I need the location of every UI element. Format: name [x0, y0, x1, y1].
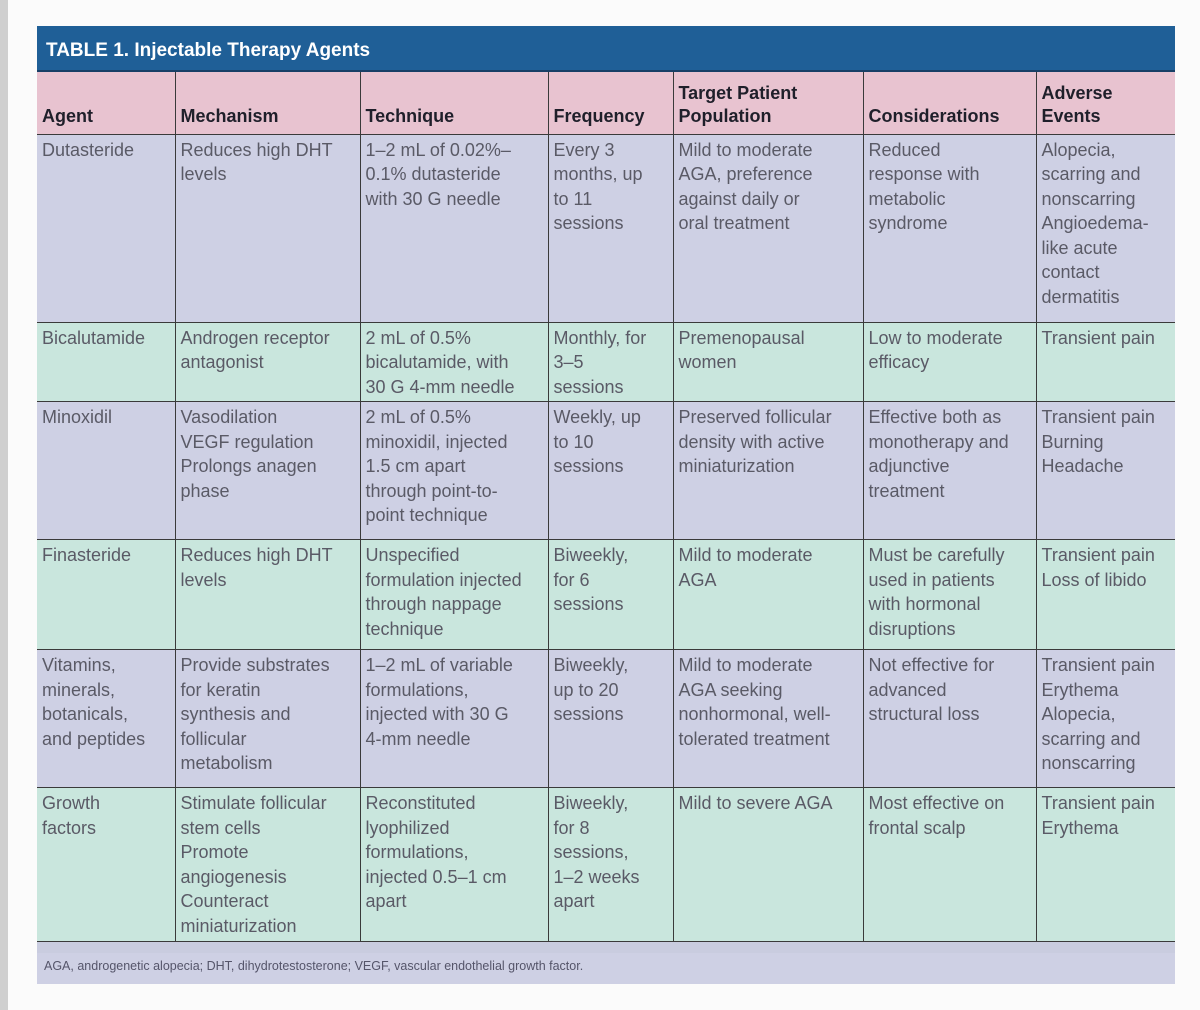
- cell-line: sessions: [553, 704, 624, 724]
- cell-line: Promote: [180, 842, 249, 862]
- cell-line: levels: [180, 569, 227, 590]
- cell-line: antagonist: [180, 352, 264, 372]
- cell-line: scarring and: [1041, 728, 1141, 749]
- cell-line: 30 G 4-mm needle: [365, 376, 515, 397]
- cell-considerations: [863, 788, 1036, 942]
- therapy-table: [37, 72, 1175, 942]
- cell-technique: [360, 402, 548, 540]
- cell-line: with 30 G needle: [365, 188, 501, 209]
- cell-considerations: [863, 322, 1036, 402]
- cell-line: Effective both as: [868, 407, 1002, 427]
- cell-technique: [360, 322, 548, 402]
- cell-line: Transient pain: [1041, 545, 1155, 565]
- cell-considerations: [863, 402, 1036, 540]
- cell-line: used in patients: [868, 569, 995, 590]
- cell-adverse-events: [1036, 788, 1175, 942]
- cell-line: 1–2 mL of 0.02%–: [365, 139, 511, 160]
- cell-line: for 6: [553, 569, 590, 590]
- cell-agent: [37, 402, 175, 540]
- cell-mechanism: [175, 788, 360, 942]
- cell-adverse-events: [1036, 650, 1175, 788]
- cell-target-population: [673, 322, 863, 402]
- table-title: TABLE 1. Injectable Therapy Agents: [37, 26, 1175, 72]
- cell-line: Low to moderate: [868, 327, 1003, 348]
- cell-line: oral treatment: [678, 213, 790, 233]
- cell-line: Growth: [42, 793, 101, 813]
- cell-mechanism: [175, 402, 360, 540]
- cell-line: for keratin: [180, 679, 261, 700]
- cell-line: Biweekly,: [553, 545, 629, 565]
- header-line: Target Patient: [678, 82, 798, 103]
- table-figure: [37, 26, 1175, 984]
- cell-line: AGA: [678, 569, 717, 590]
- cell-line: synthesis and: [180, 704, 291, 724]
- table-row: [37, 134, 1175, 322]
- cell-line: miniaturization: [678, 456, 795, 476]
- cell-line: formulations,: [365, 679, 469, 700]
- cell-technique: [360, 540, 548, 650]
- cell-technique: [360, 650, 548, 788]
- cell-line: to 11: [553, 188, 593, 209]
- cell-technique: [360, 788, 548, 942]
- cell-line: AGA seeking: [678, 679, 783, 700]
- cell-target-population: [673, 650, 863, 788]
- cell-line: 1.5 cm apart: [365, 456, 466, 476]
- cell-line: metabolic: [868, 188, 946, 209]
- cell-line: sessions,: [553, 842, 629, 862]
- cell-line: sessions: [553, 456, 624, 476]
- cell-line: Alopecia,: [1041, 139, 1116, 160]
- cell-line: Prolongs anagen: [180, 456, 317, 476]
- header-considerations: [863, 72, 1036, 134]
- cell-agent: [37, 788, 175, 942]
- cell-line: 4-mm needle: [365, 728, 471, 749]
- cell-target-population: [673, 402, 863, 540]
- cell-agent: [37, 322, 175, 402]
- table-row: [37, 788, 1175, 942]
- cell-agent: [37, 134, 175, 322]
- cell-line: factors: [42, 817, 97, 838]
- header-line: Frequency: [553, 105, 645, 126]
- header-line: Events: [1041, 105, 1101, 126]
- header-frequency: [548, 72, 673, 134]
- table-footnote: AGA, androgenetic alopecia; DHT, dihydrotestosterone; VEGF, vascular endothelial growth factor.: [37, 953, 1175, 984]
- cell-line: VEGF regulation: [180, 431, 314, 452]
- cell-line: injected with 30 G: [365, 704, 509, 724]
- cell-line: to 10: [553, 431, 594, 452]
- table-row: [37, 540, 1175, 650]
- cell-line: Counteract: [180, 891, 269, 911]
- cell-line: Dutasteride: [42, 139, 135, 160]
- cell-line: disruptions: [868, 618, 956, 639]
- cell-line: minerals,: [42, 679, 116, 700]
- cell-line: efficacy: [868, 352, 930, 372]
- cell-line: women: [678, 352, 737, 372]
- cell-line: Bicalutamide: [42, 327, 146, 348]
- cell-line: treatment: [868, 480, 945, 501]
- cell-line: AGA, preference: [678, 164, 813, 184]
- cell-line: response with: [868, 164, 980, 184]
- cell-line: and peptides: [42, 728, 146, 749]
- header-line: Technique: [365, 105, 455, 126]
- cell-line: Minoxidil: [42, 407, 113, 427]
- cell-line: sessions: [553, 213, 624, 233]
- cell-line: Not effective for: [868, 655, 995, 675]
- cell-line: 1–2 mL of variable: [365, 655, 513, 675]
- cell-line: dermatitis: [1041, 286, 1120, 307]
- cell-line: apart: [553, 891, 595, 911]
- cell-line: Mild to moderate: [678, 545, 813, 565]
- cell-line: Reduced: [868, 139, 941, 160]
- cell-line: Loss of libido: [1041, 569, 1147, 590]
- cell-line: levels: [180, 164, 227, 184]
- cell-line: Biweekly,: [553, 793, 629, 813]
- cell-line: Vitamins,: [42, 655, 116, 675]
- table-body: [37, 134, 1175, 942]
- cell-line: for 8: [553, 817, 590, 838]
- cell-line: syndrome: [868, 213, 948, 233]
- cell-adverse-events: [1036, 540, 1175, 650]
- cell-adverse-events: [1036, 322, 1175, 402]
- cell-line: Reduces high DHT: [180, 545, 333, 565]
- cell-line: Erythema: [1041, 679, 1119, 700]
- cell-line: contact: [1041, 262, 1100, 282]
- cell-technique: [360, 134, 548, 322]
- cell-line: Most effective on: [868, 793, 1005, 813]
- cell-line: Finasteride: [42, 545, 132, 565]
- cell-line: through point-to-: [365, 480, 498, 501]
- cell-frequency: [548, 788, 673, 942]
- cell-line: miniaturization: [180, 915, 297, 936]
- cell-line: Stimulate follicular: [180, 793, 327, 813]
- header-line: Agent: [42, 105, 93, 126]
- page-edge: [0, 0, 8, 1010]
- cell-line: Mild to moderate: [678, 655, 813, 675]
- cell-line: advanced: [868, 679, 947, 700]
- cell-mechanism: [175, 650, 360, 788]
- cell-line: Erythema: [1041, 817, 1119, 838]
- cell-line: minoxidil, injected: [365, 431, 508, 452]
- cell-line: Transient pain: [1041, 655, 1155, 675]
- header-line: Mechanism: [180, 105, 279, 126]
- cell-frequency: [548, 402, 673, 540]
- cell-line: monotherapy and: [868, 431, 1009, 452]
- cell-adverse-events: [1036, 134, 1175, 322]
- cell-line: with hormonal: [868, 594, 981, 614]
- cell-line: up to 20: [553, 679, 619, 700]
- cell-line: formulations,: [365, 842, 469, 862]
- cell-line: Mild to moderate: [678, 139, 813, 160]
- cell-line: formulation injected: [365, 569, 522, 590]
- cell-line: structural loss: [868, 704, 980, 724]
- header-row: [37, 72, 1175, 134]
- cell-line: Reconstituted: [365, 793, 476, 813]
- cell-line: scarring and: [1041, 164, 1141, 184]
- cell-considerations: [863, 650, 1036, 788]
- table-row: [37, 402, 1175, 540]
- cell-line: Androgen receptor: [180, 327, 330, 348]
- cell-line: follicular: [180, 728, 247, 749]
- header-line: Adverse: [1041, 82, 1113, 103]
- cell-line: Burning: [1041, 431, 1104, 452]
- cell-line: Biweekly,: [553, 655, 629, 675]
- cell-line: Reduces high DHT: [180, 139, 333, 160]
- header-technique: [360, 72, 548, 134]
- cell-line: Alopecia,: [1041, 704, 1116, 724]
- cell-considerations: [863, 134, 1036, 322]
- cell-agent: [37, 650, 175, 788]
- cell-target-population: [673, 540, 863, 650]
- cell-line: tolerated treatment: [678, 728, 830, 749]
- header-line: Considerations: [868, 105, 1000, 126]
- cell-target-population: [673, 788, 863, 942]
- cell-line: Headache: [1041, 456, 1124, 476]
- cell-mechanism: [175, 134, 360, 322]
- cell-line: sessions: [553, 594, 624, 614]
- cell-line: density with active: [678, 431, 825, 452]
- cell-mechanism: [175, 540, 360, 650]
- cell-line: botanicals,: [42, 704, 129, 724]
- cell-line: phase: [180, 480, 230, 501]
- cell-frequency: [548, 322, 673, 402]
- cell-mechanism: [175, 322, 360, 402]
- cell-line: 3–5: [553, 352, 584, 372]
- cell-line: point technique: [365, 505, 488, 525]
- cell-line: adjunctive: [868, 456, 950, 476]
- cell-line: apart: [365, 891, 407, 911]
- header-agent: [37, 72, 175, 134]
- cell-line: Unspecified: [365, 545, 460, 565]
- cell-line: Weekly, up: [553, 407, 641, 427]
- table-row: [37, 322, 1175, 402]
- cell-line: bicalutamide, with: [365, 352, 509, 372]
- cell-line: nonscarring: [1041, 188, 1136, 209]
- header-line: Population: [678, 105, 772, 126]
- cell-line: Must be carefully: [868, 545, 1005, 565]
- cell-considerations: [863, 540, 1036, 650]
- cell-line: Preserved follicular: [678, 407, 832, 427]
- cell-line: Transient pain: [1041, 407, 1155, 427]
- cell-frequency: [548, 650, 673, 788]
- cell-line: lyophilized: [365, 817, 450, 838]
- cell-adverse-events: [1036, 402, 1175, 540]
- cell-line: against daily or: [678, 188, 800, 209]
- cell-line: through nappage: [365, 594, 502, 614]
- cell-line: stem cells: [180, 817, 261, 838]
- cell-target-population: [673, 134, 863, 322]
- table-row: [37, 650, 1175, 788]
- cell-line: angiogenesis: [180, 866, 287, 887]
- cell-frequency: [548, 134, 673, 322]
- cell-line: frontal scalp: [868, 817, 966, 838]
- cell-line: months, up: [553, 164, 643, 184]
- cell-line: nonhormonal, well-: [678, 704, 831, 724]
- cell-line: Transient pain: [1041, 327, 1155, 348]
- cell-line: 2 mL of 0.5%: [365, 327, 471, 348]
- cell-line: 0.1% dutasteride: [365, 164, 501, 184]
- cell-line: sessions: [553, 376, 624, 397]
- table-container: [37, 72, 1175, 942]
- cell-line: 2 mL of 0.5%: [365, 407, 471, 427]
- cell-line: 1–2 weeks: [553, 866, 640, 887]
- cell-line: Premenopausal: [678, 327, 805, 348]
- cell-frequency: [548, 540, 673, 650]
- cell-line: Vasodilation: [180, 407, 278, 427]
- cell-line: Provide substrates: [180, 655, 330, 675]
- cell-line: Angioedema-: [1041, 213, 1149, 233]
- header-mechanism: [175, 72, 360, 134]
- cell-line: Monthly, for: [553, 327, 647, 348]
- cell-line: injected 0.5–1 cm: [365, 866, 507, 887]
- cell-line: metabolism: [180, 753, 273, 773]
- header-target-population: [673, 72, 863, 134]
- header-adverse-events: [1036, 72, 1175, 134]
- cell-line: Mild to severe AGA: [678, 793, 833, 813]
- cell-line: like acute: [1041, 237, 1118, 258]
- cell-line: Transient pain: [1041, 793, 1155, 813]
- cell-line: nonscarring: [1041, 753, 1136, 773]
- cell-agent: [37, 540, 175, 650]
- cell-line: technique: [365, 618, 444, 639]
- cell-line: Every 3: [553, 139, 615, 160]
